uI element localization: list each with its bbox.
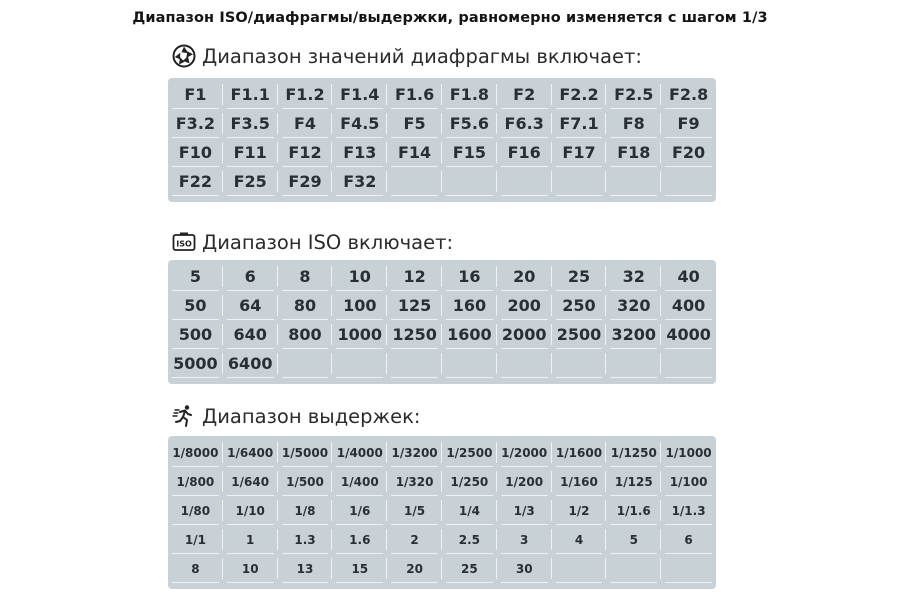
iso-value-cell: 80 — [278, 291, 333, 320]
shutter-value-cell: 1/10 — [223, 496, 278, 525]
shutter-value-cell: 30 — [497, 554, 552, 583]
shutter-value-cell: 1/400 — [332, 467, 387, 496]
iso-value-cell: 3200 — [606, 320, 661, 349]
aperture-value-cell: F1 — [168, 80, 223, 109]
iso-value-cell: 10 — [332, 262, 387, 291]
shutter-value-cell: 1/320 — [387, 467, 442, 496]
shutter-value-cell: 1/2500 — [442, 438, 497, 467]
aperture-value-cell: F13 — [332, 138, 387, 167]
iso-value-cell: 125 — [387, 291, 442, 320]
aperture-panel — [168, 78, 716, 202]
aperture-value-cell: F8 — [606, 109, 661, 138]
iso-value-cell — [387, 349, 442, 378]
iso-value-cell: 400 — [661, 291, 716, 320]
iso-value-cell: 2500 — [552, 320, 607, 349]
iso-panel — [168, 260, 716, 384]
aperture-value-cell: F3.2 — [168, 109, 223, 138]
iso-value-cell: 32 — [606, 262, 661, 291]
iso-value-cell: 8 — [278, 262, 333, 291]
shutter-value-cell: 4 — [552, 525, 607, 554]
iso-value-cell: 160 — [442, 291, 497, 320]
aperture-value-cell: F1.1 — [223, 80, 278, 109]
shutter-value-cell: 13 — [278, 554, 333, 583]
iso-value-cell: 800 — [278, 320, 333, 349]
aperture-value-cell: F3.5 — [223, 109, 278, 138]
shutter-value-cell — [606, 554, 661, 583]
aperture-value-cell — [606, 167, 661, 196]
iso-value-cell: 12 — [387, 262, 442, 291]
shutter-value-cell: 1/200 — [497, 467, 552, 496]
aperture-value-cell: F6.3 — [497, 109, 552, 138]
aperture-value-cell: F32 — [332, 167, 387, 196]
aperture-value-cell: F20 — [661, 138, 716, 167]
aperture-value-cell: F5.6 — [442, 109, 497, 138]
shutter-value-cell: 1/1600 — [552, 438, 607, 467]
iso-icon — [172, 230, 196, 254]
shutter-value-cell: 1/1 — [168, 525, 223, 554]
iso-value-cell: 1600 — [442, 320, 497, 349]
iso-value-cell: 1250 — [387, 320, 442, 349]
shutter-value-cell: 1/1.6 — [606, 496, 661, 525]
iso-value-cell — [442, 349, 497, 378]
shutter-panel — [168, 436, 716, 589]
iso-value-cell: 640 — [223, 320, 278, 349]
aperture-value-cell: F25 — [223, 167, 278, 196]
shutter-value-cell: 1/6 — [332, 496, 387, 525]
aperture-value-cell: F2.5 — [606, 80, 661, 109]
shutter-value-cell: 20 — [387, 554, 442, 583]
aperture-value-cell: F2 — [497, 80, 552, 109]
iso-value-cell: 5000 — [168, 349, 223, 378]
shutter-value-cell: 1/250 — [442, 467, 497, 496]
iso-value-cell — [661, 349, 716, 378]
shutter-value-cell: 6 — [661, 525, 716, 554]
iso-value-cell: 200 — [497, 291, 552, 320]
aperture-value-cell — [387, 167, 442, 196]
iso-value-cell: 4000 — [661, 320, 716, 349]
shutter-value-cell: 3 — [497, 525, 552, 554]
aperture-value-cell: F11 — [223, 138, 278, 167]
iso-value-cell — [606, 349, 661, 378]
aperture-value-cell: F1.4 — [332, 80, 387, 109]
iso-value-cell — [497, 349, 552, 378]
iso-heading — [172, 230, 453, 254]
shutter-value-cell — [552, 554, 607, 583]
shutter-value-cell: 5 — [606, 525, 661, 554]
shutter-value-cell: 1/800 — [168, 467, 223, 496]
running-person-icon — [172, 404, 196, 428]
iso-grid — [168, 262, 716, 378]
shutter-value-cell: 1/2 — [552, 496, 607, 525]
shutter-value-cell: 1/3200 — [387, 438, 442, 467]
shutter-value-cell: 25 — [442, 554, 497, 583]
shutter-value-cell: 1.6 — [332, 525, 387, 554]
aperture-value-cell: F4.5 — [332, 109, 387, 138]
aperture-value-cell: F15 — [442, 138, 497, 167]
shutter-value-cell: 2.5 — [442, 525, 497, 554]
shutter-value-cell: 1 — [223, 525, 278, 554]
iso-value-cell: 2000 — [497, 320, 552, 349]
iso-value-cell: 20 — [497, 262, 552, 291]
shutter-value-cell: 1/4 — [442, 496, 497, 525]
shutter-value-cell: 10 — [223, 554, 278, 583]
aperture-value-cell: F16 — [497, 138, 552, 167]
iso-value-cell: 16 — [442, 262, 497, 291]
iso-value-cell: 6400 — [223, 349, 278, 378]
shutter-value-cell: 1/5 — [387, 496, 442, 525]
iso-value-cell — [278, 349, 333, 378]
aperture-value-cell: F29 — [278, 167, 333, 196]
svg-text:ISO: ISO — [176, 239, 192, 249]
aperture-heading-text: Диапазон значений диафрагмы включает: — [202, 44, 642, 68]
iso-heading-text: Диапазон ISO включает: — [202, 230, 454, 254]
aperture-value-cell: F1.8 — [442, 80, 497, 109]
aperture-value-cell: F4 — [278, 109, 333, 138]
aperture-value-cell: F5 — [387, 109, 442, 138]
aperture-value-cell: F9 — [661, 109, 716, 138]
shutter-heading — [172, 404, 420, 428]
shutter-value-cell: 1/6400 — [223, 438, 278, 467]
iso-value-cell: 500 — [168, 320, 223, 349]
shutter-value-cell: 1/3 — [497, 496, 552, 525]
aperture-value-cell: F1.6 — [387, 80, 442, 109]
shutter-value-cell: 1/80 — [168, 496, 223, 525]
iso-value-cell: 320 — [606, 291, 661, 320]
shutter-value-cell: 1/1.3 — [661, 496, 716, 525]
aperture-value-cell: F2.2 — [552, 80, 607, 109]
shutter-value-cell: 1/2000 — [497, 438, 552, 467]
shutter-grid — [168, 438, 716, 583]
iso-value-cell: 250 — [552, 291, 607, 320]
aperture-value-cell: F14 — [387, 138, 442, 167]
iso-value-cell: 5 — [168, 262, 223, 291]
aperture-value-cell — [497, 167, 552, 196]
aperture-icon — [172, 44, 196, 68]
aperture-value-cell: F10 — [168, 138, 223, 167]
iso-value-cell: 64 — [223, 291, 278, 320]
iso-value-cell: 1000 — [332, 320, 387, 349]
shutter-value-cell: 1/4000 — [332, 438, 387, 467]
shutter-value-cell: 1/125 — [606, 467, 661, 496]
shutter-value-cell: 1/100 — [661, 467, 716, 496]
iso-value-cell: 100 — [332, 291, 387, 320]
shutter-value-cell: 1.3 — [278, 525, 333, 554]
shutter-value-cell: 1/5000 — [278, 438, 333, 467]
aperture-heading — [172, 44, 642, 68]
shutter-value-cell: 8 — [168, 554, 223, 583]
page-title: Диапазон ISO/диафрагмы/выдержки, равномерно изменяется с шагом 1/3 — [132, 10, 768, 26]
aperture-value-cell: F22 — [168, 167, 223, 196]
shutter-value-cell: 15 — [332, 554, 387, 583]
iso-value-cell: 40 — [661, 262, 716, 291]
shutter-value-cell: 1/8 — [278, 496, 333, 525]
iso-value-cell — [552, 349, 607, 378]
aperture-value-cell: F12 — [278, 138, 333, 167]
shutter-value-cell: 1/500 — [278, 467, 333, 496]
aperture-value-cell: F7.1 — [552, 109, 607, 138]
iso-value-cell — [332, 349, 387, 378]
aperture-value-cell: F2.8 — [661, 80, 716, 109]
iso-value-cell: 50 — [168, 291, 223, 320]
shutter-value-cell — [661, 554, 716, 583]
aperture-value-cell — [552, 167, 607, 196]
shutter-value-cell: 2 — [387, 525, 442, 554]
aperture-value-cell: F17 — [552, 138, 607, 167]
aperture-grid — [168, 80, 716, 196]
shutter-value-cell: 1/8000 — [168, 438, 223, 467]
shutter-value-cell: 1/1250 — [606, 438, 661, 467]
shutter-value-cell: 1/160 — [552, 467, 607, 496]
aperture-value-cell: F1.2 — [278, 80, 333, 109]
aperture-value-cell — [661, 167, 716, 196]
iso-value-cell: 6 — [223, 262, 278, 291]
shutter-value-cell: 1/1000 — [661, 438, 716, 467]
aperture-value-cell: F18 — [606, 138, 661, 167]
shutter-heading-text: Диапазон выдержек: — [202, 404, 421, 428]
shutter-value-cell: 1/640 — [223, 467, 278, 496]
aperture-value-cell — [442, 167, 497, 196]
iso-value-cell: 25 — [552, 262, 607, 291]
